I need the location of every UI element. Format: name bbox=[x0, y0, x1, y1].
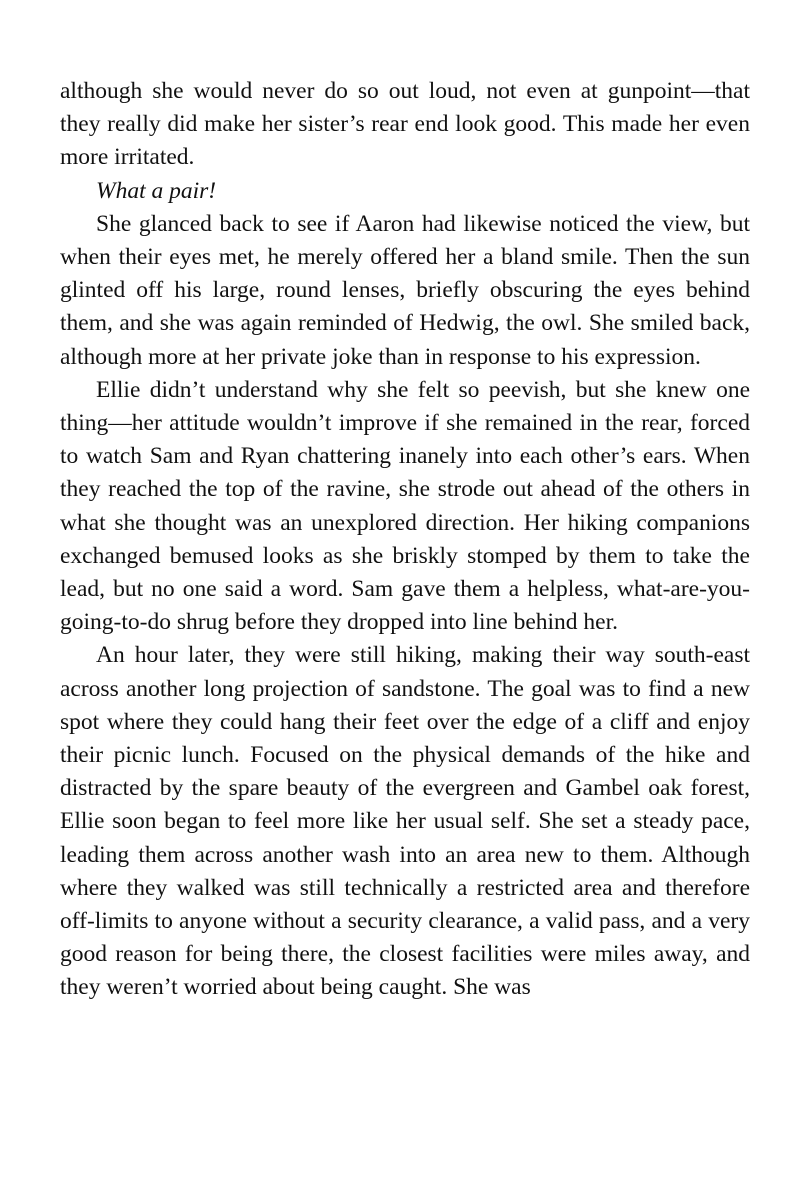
paragraph-continuation: although she would never do so out loud, not even at gunpoint—that they really did make her sister’s rear end look good. This made her even more irritated. bbox=[60, 78, 750, 171]
paragraph: She glanced back to see if Aaron had likewise noticed the view, but when their eyes met, he merely offered her a bland smile. Then the sun glinted off his large, round lenses, briefly obscuring the eyes behind them, and she was again reminded of Hedwig, the owl. She smiled back, although more at her private joke than in response to his expression. bbox=[60, 210, 750, 370]
paragraph: An hour later, they were still hiking, making their way south-east across another long projection of sandstone. The goal was to find a new spot where they could hang their feet over the edge of a cliff and enjoy their picnic lunch. Focused on the physical demands of the hike and distracted by the spare beauty of the evergreen and Gambel oak forest, Ellie soon began to feel more like her usual self. She set a steady pace, leading them across another wash into an area new to them. Although where they walked was still technically a restricted area and therefore off-limits to anyone without a security clearance, a valid pass, and a very good reason for being there, the closest facilities were miles away, and they weren’t worried about being caught. She was bbox=[60, 642, 750, 1001]
paragraph: Ellie didn’t understand why she felt so peevish, but she knew one thing—her attitude wouldn’t improve if she remained in the rear, forced to watch Sam and Ryan chattering inanely into each other’s ears. When they reached the top of the ravine, she strode out ahead of the others in what she thought was an unexplored direction. Her hiking companions exchanged bemused looks as she briskly stomped by them to take the lead, but no one said a word. Sam gave them a helpless, what-are-you-going-to-do shrug before they dropped into line behind her. bbox=[60, 376, 750, 636]
paragraph-italic-thought: What a pair! bbox=[96, 177, 217, 204]
